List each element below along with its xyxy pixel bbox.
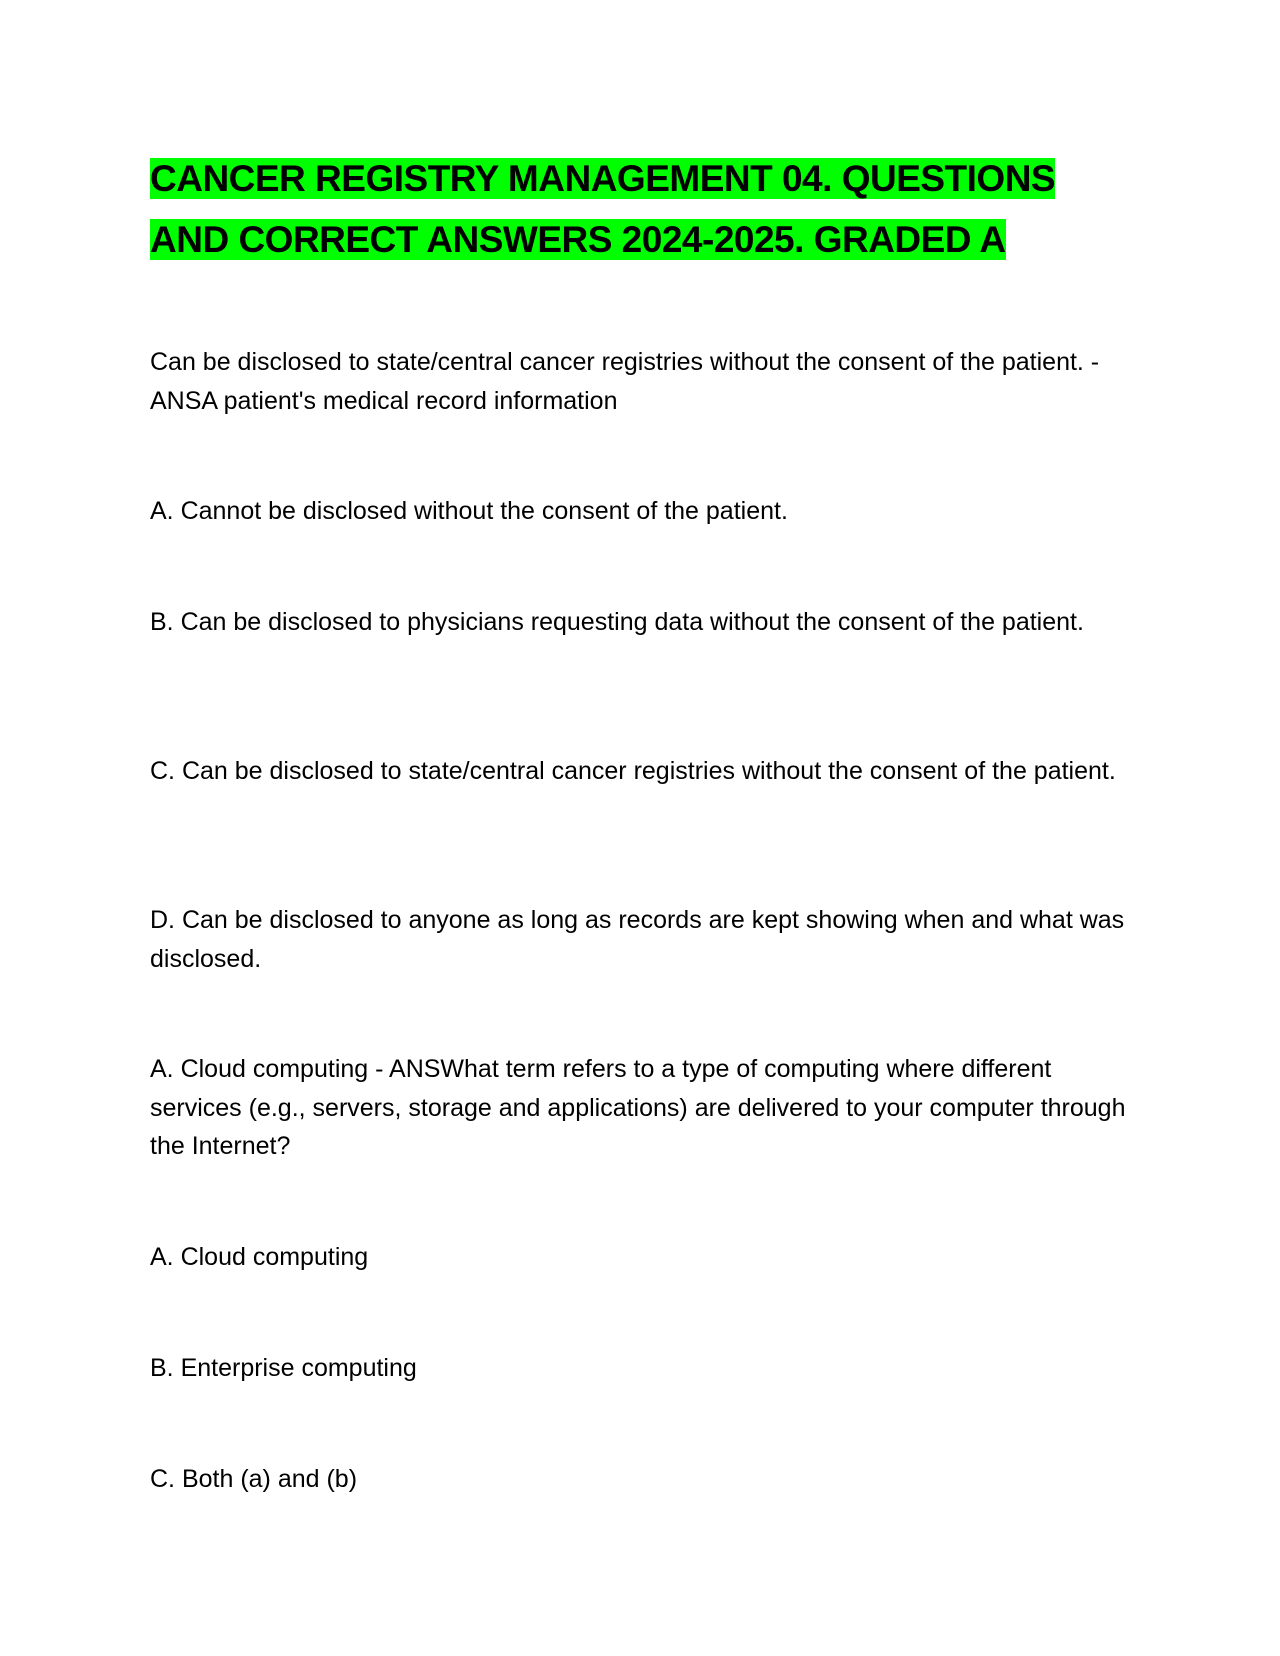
answer-option: A. Cloud computing <box>150 1243 369 1271</box>
highlighted-title-text: CANCER REGISTRY MANAGEMENT 04. QUESTIONS AND CORRECT ANSWERS 2024-2025. GRADED A <box>150 158 1056 260</box>
question-paragraph: Can be disclosed to state/central cancer registries without the consent of the patient. - ANSA patient's medical record information <box>150 348 1100 415</box>
answer-option: C. Can be disclosed to state/central cancer registries without the consent of the patient. <box>150 757 1116 785</box>
answer-option: A. Cannot be disclosed without the consent of the patient. <box>150 497 788 525</box>
question-paragraph: A. Cloud computing - ANSWhat term refers to a type of computing where different services (e.g., servers, storage and applications) are delivered to your computer through the Internet? <box>150 1055 1126 1160</box>
answer-option: B. Enterprise computing <box>150 1354 417 1382</box>
answer-option: C. Both (a) and (b) <box>150 1465 358 1493</box>
answer-option: D. Can be disclosed to anyone as long as records are kept showing when and what was disclosed. <box>150 906 1125 973</box>
answer-option: B. Can be disclosed to physicians requesting data without the consent of the patient. <box>150 608 1084 636</box>
document-title <box>150 148 1110 270</box>
